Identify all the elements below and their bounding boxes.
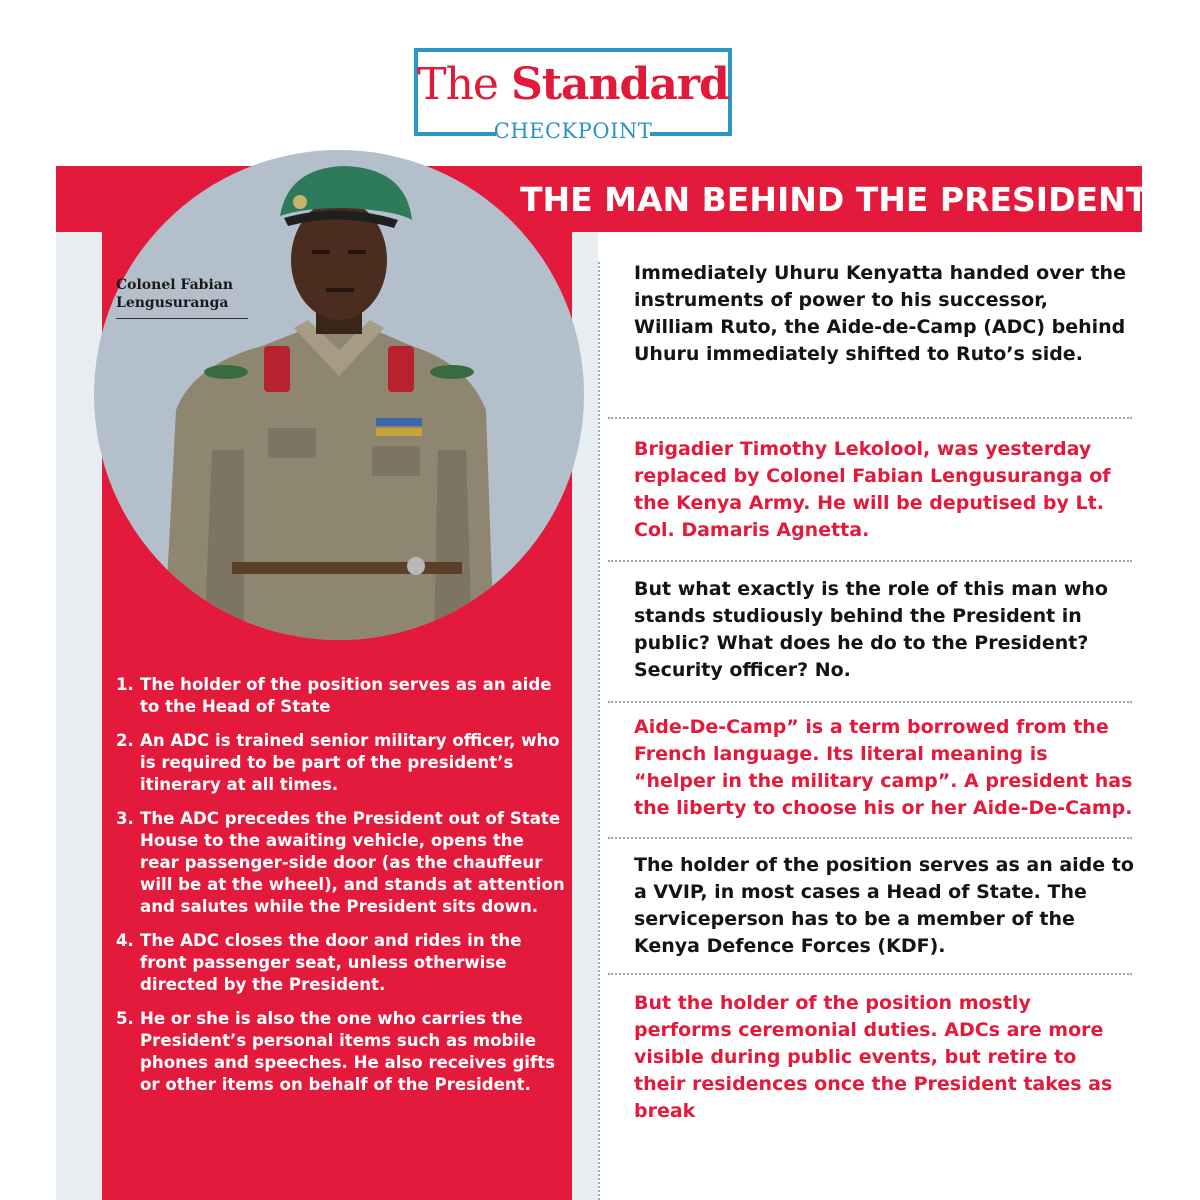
article-paragraph (634, 436, 1134, 544)
photo-caption (116, 276, 246, 312)
article-paragraph (634, 852, 1134, 960)
list-item-num: 3. (116, 809, 134, 828)
paragraph-separator (608, 973, 1132, 975)
paragraph-text: Brigadier Timothy Lekolool, was yesterday replaced by Colonel Fabian Lengusuranga of the Kenya Army. He will be deputised by Lt. Col. Damaris Agnetta. (634, 438, 1111, 541)
brand-logo (414, 58, 732, 112)
paragraph-separator (608, 701, 1132, 703)
column-divider (598, 262, 600, 1200)
masthead-frame (414, 48, 732, 52)
list-item-text: An ADC is trained senior military officer, who is required to be part of the president’s itinerary at all times. (140, 731, 560, 794)
list-item (116, 808, 566, 918)
brand-standard: Standard (510, 59, 729, 110)
list-item-text: The ADC closes the door and rides in the front passenger seat, unless otherwise directed by the President. (140, 931, 522, 994)
paragraph-separator (608, 837, 1132, 839)
paragraph-text: But what exactly is the role of this man who stands studiously behind the President in public? What does he do to the President? Security officer? No. (634, 578, 1108, 681)
list-item (116, 1008, 566, 1096)
article-paragraph (634, 576, 1134, 684)
paragraph-text: But the holder of the position mostly performs ceremonial duties. ADCs are more visible during public events, but retire to their residences once the President takes as break (634, 992, 1113, 1122)
paragraph-text: The holder of the position serves as an aide to a VVIP, in most cases a Head of State. The serviceperson has to be a member of the Kenya Defence Forces (KDF). (634, 854, 1134, 957)
list-item-num: 1. (116, 675, 134, 694)
article-paragraph (634, 714, 1134, 822)
list-item-num: 4. (116, 931, 134, 950)
brand-the: The (417, 59, 498, 110)
facts-list (116, 674, 566, 1108)
masthead (414, 48, 732, 146)
list-item (116, 730, 566, 796)
list-item-text: He or she is also the one who carries the President’s personal items such as mobile phones and speeches. He also receives gifts or other items on behalf of the President. (140, 1009, 555, 1094)
caption-line: Lengusuranga (116, 295, 229, 311)
article-paragraph (634, 990, 1134, 1125)
list-item (116, 930, 566, 996)
caption-line: Colonel Fabian (116, 277, 234, 293)
portrait-photo (94, 150, 584, 640)
paragraph-text: Immediately Uhuru Kenyatta handed over the instruments of power to his successor, William Ruto, the Aide-de-Camp (ADC) behind Uhuru immediately shifted to Ruto’s side. (634, 262, 1126, 365)
page-title: THE MAN BEHIND THE PRESIDENT (520, 180, 1149, 219)
brand-subtitle: CHECKPOINT (493, 119, 653, 143)
article-paragraph (634, 260, 1134, 368)
list-item-num: 2. (116, 731, 134, 750)
officer-illustration (94, 150, 584, 640)
paragraph-separator (608, 560, 1132, 562)
paragraph-separator (608, 417, 1132, 419)
list-item-num: 5. (116, 1009, 134, 1028)
caption-rule (116, 318, 248, 319)
list-item-text: The holder of the position serves as an aide to the Head of State (140, 675, 552, 716)
list-item (116, 674, 566, 718)
paragraph-text: Aide-De-Camp” is a term borrowed from the French language. Its literal meaning is “helper in the military camp”. A president has the liberty to choose his or her Aide-De-Camp. (634, 716, 1133, 819)
list-item-text: The ADC precedes the President out of State House to the awaiting vehicle, opens the rear passenger-side door (as the chauffeur will be at the wheel), and stands at attention and salutes while the President sits down. (140, 809, 565, 916)
